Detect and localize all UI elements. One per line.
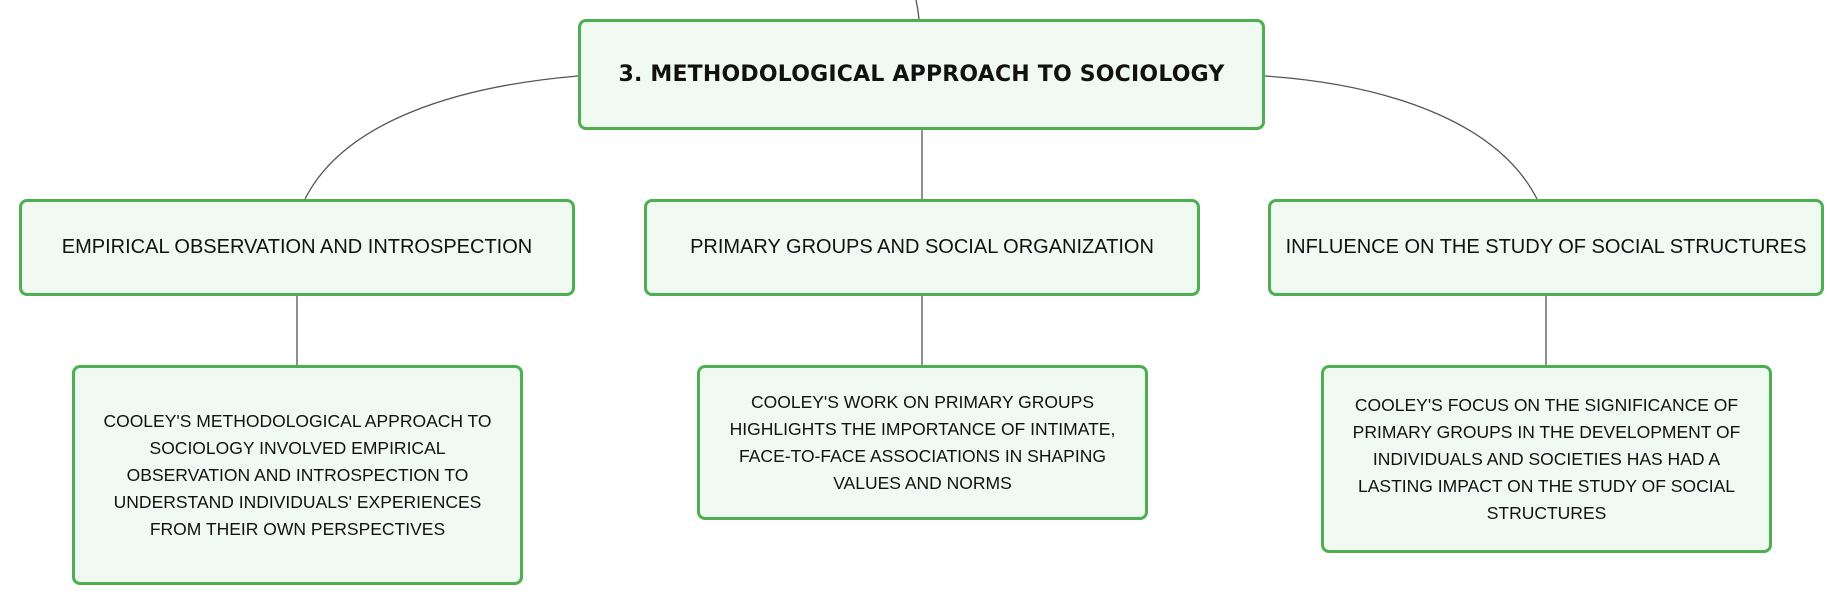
branch-label: INFLUENCE ON THE STUDY OF SOCIAL STRUCTURES [1285,236,1807,258]
connector-root-to-branch-1 [305,76,578,199]
root-topic-node[interactable] [578,19,1265,130]
root-topic-label: 3. METHODOLOGICAL APPROACH TO SOCIOLOGY [618,62,1225,87]
detail-node-primary-groups[interactable] [697,365,1148,520]
detail-node-empirical-observation[interactable] [72,365,523,585]
detail-text: COOLEY'S METHODOLOGICAL APPROACH TO SOCIOLOGY INVOLVED EMPIRICAL OBSERVATION AND INTROSPECTION TO UNDERSTAND INDIVIDUALS' EXPERIENCES FROM THEIR OWN PERSPECTIVES [103,410,492,539]
connector-root-to-branch-3 [1265,76,1537,199]
detail-text: COOLEY'S FOCUS ON THE SIGNIFICANCE OF PRIMARY GROUPS IN THE DEVELOPMENT OF INDIVIDUALS AND SOCIETIES HAS HAD A LASTING IMPACT ON THE STUDY OF SOCIAL STRUCTURES [1352,394,1741,523]
detail-text: COOLEY'S WORK ON PRIMARY GROUPS HIGHLIGHTS THE IMPORTANCE OF INTIMATE, FACE-TO-FACE ASSOCIATIONS IN SHAPING VALUES AND NORMS [729,391,1116,493]
branch-node-social-structures[interactable] [1268,199,1824,296]
connector-from-parent [916,0,919,19]
branch-node-empirical-observation[interactable] [19,199,575,296]
branch-label: EMPIRICAL OBSERVATION AND INTROSPECTION [61,236,533,258]
detail-node-social-structures[interactable] [1321,365,1772,553]
branch-node-primary-groups[interactable] [644,199,1200,296]
branch-label: PRIMARY GROUPS AND SOCIAL ORGANIZATION [690,236,1154,258]
